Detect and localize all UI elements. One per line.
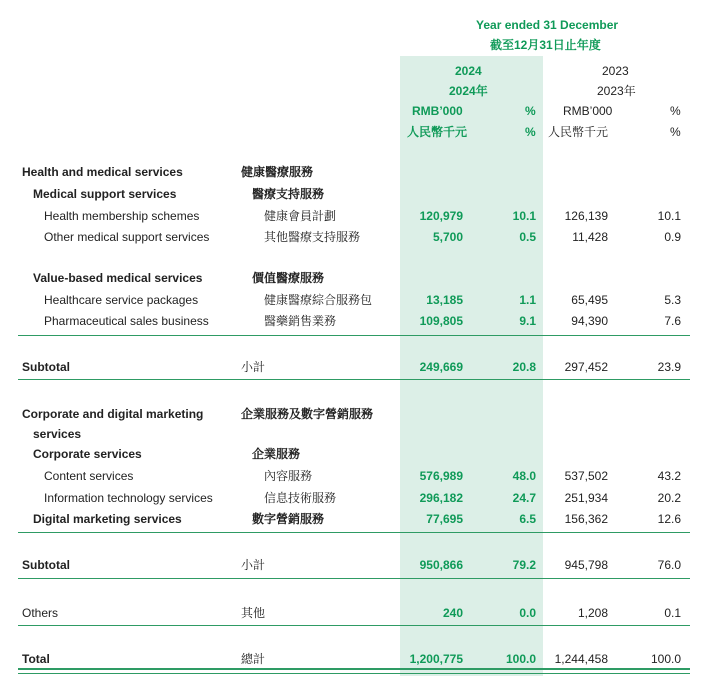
total-pct-2023: 100.0 xyxy=(650,652,681,666)
row-label-en: Content services xyxy=(44,469,134,483)
row-label-zh: 內容服務 xyxy=(264,469,313,483)
divider xyxy=(18,379,690,380)
total-label-en: Total xyxy=(22,652,50,666)
subtotal-label-zh: 小計 xyxy=(241,558,266,572)
pct-2023: 5.3 xyxy=(664,293,681,307)
group-corporate-services-zh: 企業服務 xyxy=(252,447,301,461)
pct-2024: 1.1 xyxy=(519,293,536,307)
value-2024: 576,989 xyxy=(419,469,463,483)
unit-2023-zh: 人民幣千元 xyxy=(548,125,609,139)
row-label-en: Pharmaceutical sales business xyxy=(44,314,209,328)
row-label-zh: 信息技術服務 xyxy=(264,491,337,505)
unit-2024-en: RMB’000 xyxy=(412,104,463,118)
section-corporate-digital-en: Corporate and digital marketing xyxy=(22,407,204,421)
subtotal-label-zh: 小計 xyxy=(241,360,266,374)
row-label-zh: 健康會員計劃 xyxy=(264,209,337,223)
value-2024: 109,805 xyxy=(419,314,463,328)
value-2023: 156,362 xyxy=(564,512,608,526)
pct-2024-header: % xyxy=(525,104,536,118)
pct-2024: 0.5 xyxy=(519,230,536,244)
pct-2024: 9.1 xyxy=(519,314,536,328)
value-2024: 13,185 xyxy=(426,293,463,307)
group-value-based-en: Value-based medical services xyxy=(33,271,203,285)
others-pct-2024: 0.0 xyxy=(519,606,536,620)
subtotal-pct-2024: 20.8 xyxy=(512,360,536,374)
value-2023: 94,390 xyxy=(571,314,608,328)
others-label-en: Others xyxy=(22,606,59,620)
row-label-en: Information technology services xyxy=(44,491,213,505)
value-2024: 5,700 xyxy=(432,230,463,244)
divider xyxy=(18,532,690,533)
year-2024-label: 2024 xyxy=(455,64,482,78)
total-value-2024: 1,200,775 xyxy=(409,652,463,666)
value-2023: 537,502 xyxy=(564,469,608,483)
row-label-zh: 醫藥銷售業務 xyxy=(264,314,337,328)
divider xyxy=(18,625,690,626)
group-digital-marketing-en: Digital marketing services xyxy=(33,512,182,526)
row-label-en: Healthcare service packages xyxy=(44,293,199,307)
period-label-en: Year ended 31 December xyxy=(476,18,619,32)
pct-2024-header-zh: % xyxy=(525,125,536,139)
section-health-medical-zh: 健康醫療服務 xyxy=(241,165,314,179)
unit-2023-en: RMB’000 xyxy=(563,104,613,118)
pct-2023: 7.6 xyxy=(664,314,681,328)
row-label-en: Other medical support services xyxy=(44,230,210,244)
total-label-zh: 總計 xyxy=(241,652,266,666)
pct-2023-header-zh: % xyxy=(670,125,681,139)
unit-2024-zh: 人民幣千元 xyxy=(407,125,468,139)
divider xyxy=(18,335,690,336)
total-value-2023: 1,244,458 xyxy=(554,652,608,666)
value-2024: 120,979 xyxy=(419,209,463,223)
value-2023: 126,139 xyxy=(564,209,608,223)
value-2023: 65,495 xyxy=(571,293,608,307)
value-2024: 296,182 xyxy=(419,491,463,505)
section-corporate-digital-zh: 企業服務及數字營銷服務 xyxy=(241,407,374,421)
subtotal-value-2023: 297,452 xyxy=(564,360,608,374)
pct-2024: 6.5 xyxy=(519,512,536,526)
subtotal-value-2024: 950,866 xyxy=(419,558,463,572)
total-pct-2024: 100.0 xyxy=(505,652,536,666)
row-label-zh: 健康醫療綜合服務包 xyxy=(264,293,373,307)
pct-2023: 20.2 xyxy=(657,491,681,505)
subtotal-label-en: Subtotal xyxy=(22,360,70,374)
group-medical-support-zh: 醫療支持服務 xyxy=(252,187,325,201)
group-value-based-zh: 價值醫療服務 xyxy=(252,271,325,285)
subtotal-value-2024: 249,669 xyxy=(419,360,463,374)
divider xyxy=(18,578,690,579)
group-digital-marketing-zh: 數字營銷服務 xyxy=(252,512,325,526)
others-pct-2023: 0.1 xyxy=(664,606,681,620)
pct-2024: 48.0 xyxy=(512,469,536,483)
row-label-zh: 其他醫療支持服務 xyxy=(264,230,361,244)
subtotal-pct-2024: 79.2 xyxy=(512,558,536,572)
subtotal-label-en: Subtotal xyxy=(22,558,70,572)
total-double-rule-bottom xyxy=(18,673,690,674)
others-value-2023: 1,208 xyxy=(577,606,608,620)
others-label-zh: 其他 xyxy=(241,606,266,620)
pct-2023: 43.2 xyxy=(657,469,681,483)
value-2024: 77,695 xyxy=(426,512,463,526)
value-2023: 11,428 xyxy=(572,230,608,244)
year-2023-label-zh: 2023年 xyxy=(597,84,636,98)
pct-2024: 24.7 xyxy=(512,491,536,505)
subtotal-pct-2023: 76.0 xyxy=(657,558,681,572)
value-2023: 251,934 xyxy=(564,491,608,505)
group-corporate-services-en: Corporate services xyxy=(33,447,142,461)
group-medical-support-en: Medical support services xyxy=(33,187,177,201)
period-label-zh: 截至12月31日止年度 xyxy=(490,38,601,52)
row-label-en: Health membership schemes xyxy=(44,209,200,223)
section-health-medical-en: Health and medical services xyxy=(22,165,183,179)
total-double-rule-top xyxy=(18,668,690,670)
others-value-2024: 240 xyxy=(442,606,463,620)
subtotal-value-2023: 945,798 xyxy=(564,558,608,572)
pct-2023: 12.6 xyxy=(657,512,681,526)
pct-2024: 10.1 xyxy=(512,209,536,223)
pct-2023: 10.1 xyxy=(657,209,681,223)
subtotal-pct-2023: 23.9 xyxy=(657,360,681,374)
pct-2023-header: % xyxy=(670,104,681,118)
pct-2023: 0.9 xyxy=(664,230,681,244)
year-2023-label: 2023 xyxy=(602,64,629,78)
year-2024-label-zh: 2024年 xyxy=(449,84,488,98)
section-corporate-digital-en-line2: services xyxy=(33,427,82,441)
